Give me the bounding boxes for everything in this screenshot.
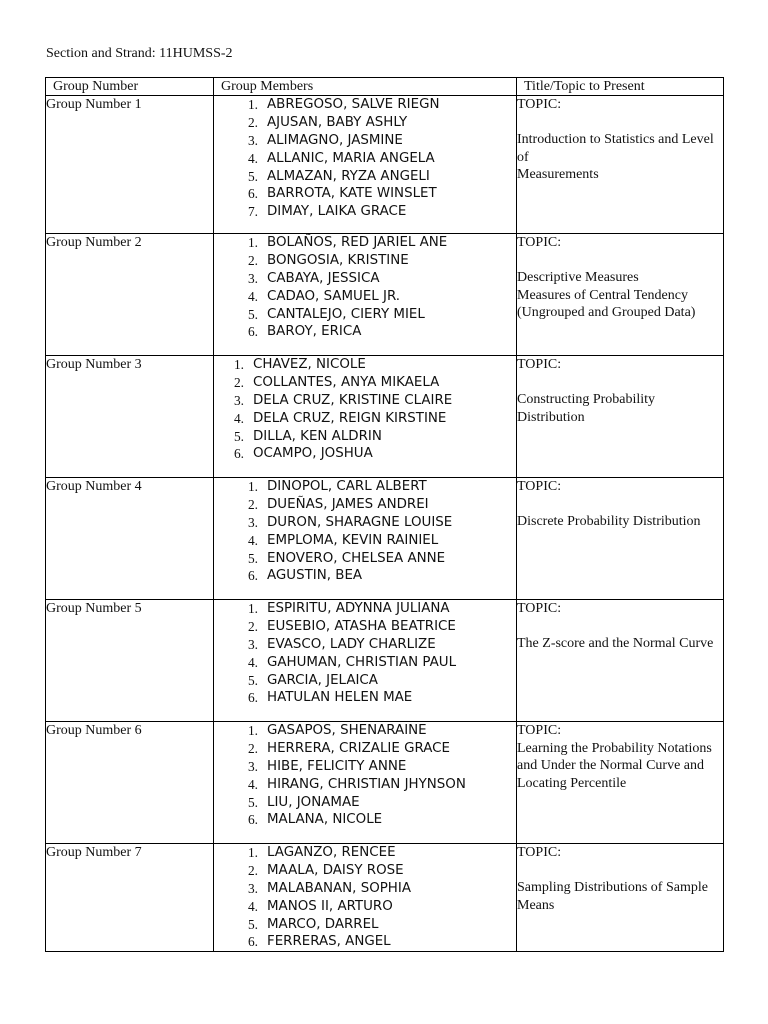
member-number: 4. <box>247 654 258 670</box>
member-name: CHAVEZ, NICOLE <box>253 357 366 372</box>
member-list-item <box>214 776 516 794</box>
member-name: DILLA, KEN ALDRIN <box>253 428 382 444</box>
member-number: 1. <box>247 479 258 494</box>
member-name: ABREGOSO, SALVE RIEGN <box>267 97 440 112</box>
topic-label: TOPIC: <box>517 357 562 372</box>
member-list <box>214 234 516 341</box>
member-number: 5. <box>247 794 258 810</box>
member-name: BAROY, ERICA <box>267 324 362 340</box>
group-members-cell <box>214 844 517 952</box>
member-number: 4. <box>247 288 258 304</box>
member-list-item <box>214 600 516 618</box>
topic-title: Sampling Distributions of Sample Means <box>517 880 708 913</box>
member-list-item <box>214 288 516 306</box>
member-number: 5. <box>233 428 244 444</box>
member-number: 3. <box>233 392 244 408</box>
member-name: EUSEBIO, ATASHA BEATRICE <box>267 618 456 634</box>
table-row <box>46 96 724 234</box>
member-number: 2. <box>247 114 258 130</box>
member-list-item <box>214 794 516 812</box>
group-number-cell: Group Number 6 <box>46 722 214 844</box>
member-name: OCAMPO, JOSHUA <box>253 446 373 462</box>
member-number: 6. <box>247 690 258 706</box>
member-number: 2. <box>247 862 258 878</box>
member-name: MALANA, NICOLE <box>267 812 383 828</box>
member-number: 1. <box>247 97 258 112</box>
member-name: CABAYA, JESSICA <box>267 270 380 286</box>
member-number: 1. <box>233 357 244 372</box>
group-number-cell: Group Number 7 <box>46 844 214 952</box>
topic-title: Constructing Probability Distribution <box>517 392 656 425</box>
member-number: 3. <box>247 514 258 530</box>
member-name: HIRANG, CHRISTIAN JHYNSON <box>267 776 466 792</box>
member-number: 1. <box>247 235 258 250</box>
member-list-item <box>214 898 516 916</box>
topic-cell <box>517 96 724 234</box>
topic-cell <box>517 722 724 844</box>
table-body <box>46 96 724 952</box>
member-list-item <box>214 270 516 288</box>
member-number: 3. <box>247 270 258 286</box>
member-name: FERRERAS, ANGEL <box>267 934 391 950</box>
member-number: 2. <box>247 496 258 512</box>
member-name: GARCIA, JELAICA <box>267 672 378 688</box>
header-group-number: Group Number <box>46 78 214 96</box>
member-number: 5. <box>247 916 258 932</box>
member-list-item <box>214 323 516 341</box>
table-row <box>46 234 724 356</box>
table-row <box>46 600 724 722</box>
member-name: ALIMAGNO, JASMINE <box>267 132 403 148</box>
member-number: 4. <box>247 150 258 166</box>
member-list-item <box>214 168 516 186</box>
member-name: DELA CRUZ, KRISTINE CLAIRE <box>253 392 453 408</box>
member-number: 3. <box>247 636 258 652</box>
topic-cell <box>517 356 724 478</box>
member-list <box>214 600 516 707</box>
member-list-item <box>214 654 516 672</box>
member-list-item <box>214 758 516 776</box>
member-name: HATULAN HELEN MAE <box>267 690 413 706</box>
member-number: 3. <box>247 132 258 148</box>
member-name: DUEÑAS, JAMES ANDREI <box>267 496 429 512</box>
member-list-item <box>214 933 516 951</box>
group-number-cell: Group Number 5 <box>46 600 214 722</box>
member-list <box>214 478 516 585</box>
member-name: MARCO, DARREL <box>267 916 379 932</box>
member-name: DURON, SHARAGNE LOUISE <box>267 514 453 530</box>
member-name: HERRERA, CRIZALIE GRACE <box>267 740 450 756</box>
member-number: 2. <box>247 252 258 268</box>
member-list-item <box>214 203 516 221</box>
member-list-item <box>214 132 516 150</box>
member-name: GAHUMAN, CHRISTIAN PAUL <box>267 654 457 670</box>
member-number: 6. <box>247 186 258 202</box>
member-number: 1. <box>247 601 258 616</box>
member-list-item <box>214 496 516 514</box>
member-name: MANOS II, ARTURO <box>267 898 393 914</box>
topic-title: Introduction to Statistics and Level of Measurements <box>517 132 714 183</box>
member-number: 4. <box>247 898 258 914</box>
group-number-cell: Group Number 3 <box>46 356 214 478</box>
group-members-cell <box>214 234 517 356</box>
table-row <box>46 844 724 952</box>
member-list-item <box>214 306 516 324</box>
group-members-cell <box>214 600 517 722</box>
member-name: AJUSAN, BABY ASHLY <box>267 114 408 130</box>
topic-title: Learning the Probability Notations and Under the Normal Curve and Locating Percentile <box>517 740 712 791</box>
member-number: 6. <box>247 934 258 950</box>
member-number: 4. <box>233 410 244 426</box>
table-row <box>46 722 724 844</box>
topic-cell <box>517 478 724 600</box>
member-list-item <box>214 428 516 446</box>
member-list-item <box>214 567 516 585</box>
member-number: 2. <box>233 374 244 390</box>
member-list-item <box>214 410 516 428</box>
member-number: 6. <box>233 446 244 462</box>
member-list-item <box>214 234 516 252</box>
member-name: MAALA, DAISY ROSE <box>267 862 404 878</box>
member-name: DELA CRUZ, REIGN KIRSTINE <box>253 410 447 426</box>
member-list-item <box>214 880 516 898</box>
member-list-item <box>214 514 516 532</box>
member-number: 6. <box>247 568 258 584</box>
member-number: 1. <box>247 845 258 860</box>
group-members-cell <box>214 96 517 234</box>
member-name: EMPLOMA, KEVIN RAINIEL <box>267 532 439 548</box>
group-number-cell: Group Number 2 <box>46 234 214 356</box>
topic-cell <box>517 234 724 356</box>
member-list-item <box>214 672 516 690</box>
member-name: MALABANAN, SOPHIA <box>267 880 411 896</box>
member-number: 3. <box>247 758 258 774</box>
member-number: 6. <box>247 812 258 828</box>
member-list-item <box>214 445 516 463</box>
member-list-item <box>214 550 516 568</box>
group-assignment-table <box>45 77 724 952</box>
topic-label: TOPIC: <box>517 479 562 494</box>
section-strand-label: Section and Strand: 11HUMSS-2 <box>46 46 233 61</box>
member-name: BARROTA, KATE WINSLET <box>267 186 437 202</box>
member-list-item <box>214 252 516 270</box>
member-name: EVASCO, LADY CHARLIZE <box>267 636 436 652</box>
topic-title: Descriptive Measures Measures of Central Tendency (Ungrouped and Grouped Data) <box>517 270 696 321</box>
topic-label: TOPIC: <box>517 723 562 738</box>
member-list <box>214 722 516 829</box>
member-list-item <box>214 532 516 550</box>
member-name: BONGOSIA, KRISTINE <box>267 252 409 268</box>
topic-label: TOPIC: <box>517 97 562 112</box>
member-list-item <box>214 740 516 758</box>
member-name: ALLANIC, MARIA ANGELA <box>267 150 435 166</box>
table-header-row <box>46 78 724 96</box>
member-name: CADAO, SAMUEL JR. <box>267 288 401 304</box>
member-number: 5. <box>247 550 258 566</box>
group-number-cell: Group Number 1 <box>46 96 214 234</box>
table-row <box>46 478 724 600</box>
member-list <box>214 96 516 221</box>
member-list <box>214 356 516 463</box>
topic-cell <box>517 600 724 722</box>
topic-label: TOPIC: <box>517 235 562 250</box>
member-list-item <box>214 96 516 114</box>
member-list-item <box>214 185 516 203</box>
member-list-item <box>214 478 516 496</box>
member-list <box>214 844 516 951</box>
table-row <box>46 356 724 478</box>
member-number: 4. <box>247 532 258 548</box>
member-list-item <box>214 356 516 374</box>
member-number: 1. <box>247 723 258 738</box>
member-number: 5. <box>247 672 258 688</box>
member-list-item <box>214 916 516 934</box>
member-name: COLLANTES, ANYA MIKAELA <box>253 374 440 390</box>
member-list-item <box>214 150 516 168</box>
member-list-item <box>214 811 516 829</box>
member-name: CANTALEJO, CIERY MIEL <box>267 306 425 322</box>
topic-label: TOPIC: <box>517 601 562 616</box>
header-group-members: Group Members <box>214 78 517 96</box>
member-number: 6. <box>247 324 258 340</box>
member-name: DINOPOL, CARL ALBERT <box>267 479 427 494</box>
member-number: 2. <box>247 740 258 756</box>
member-list-item <box>214 374 516 392</box>
member-name: DIMAY, LAIKA GRACE <box>267 204 407 220</box>
member-number: 5. <box>247 168 258 184</box>
header-topic: Title/Topic to Present <box>517 78 724 96</box>
topic-title: The Z-score and the Normal Curve <box>517 636 714 652</box>
member-number: 4. <box>247 776 258 792</box>
member-list-item <box>214 862 516 880</box>
member-list-item <box>214 392 516 410</box>
topic-cell <box>517 844 724 952</box>
member-name: ESPIRITU, ADYNNA JULIANA <box>267 601 450 616</box>
member-list-item <box>214 618 516 636</box>
group-members-cell <box>214 478 517 600</box>
member-list-item <box>214 689 516 707</box>
member-number: 7. <box>247 204 258 220</box>
member-name: ALMAZAN, RYZA ANGELI <box>267 168 430 184</box>
topic-label: TOPIC: <box>517 845 562 860</box>
member-list-item <box>214 722 516 740</box>
group-number-cell: Group Number 4 <box>46 478 214 600</box>
group-members-cell <box>214 722 517 844</box>
member-name: GASAPOS, SHENARAINE <box>267 723 427 738</box>
member-number: 5. <box>247 306 258 322</box>
member-number: 3. <box>247 880 258 896</box>
member-name: ENOVERO, CHELSEA ANNE <box>267 550 446 566</box>
topic-title: Discrete Probability Distribution <box>517 514 701 530</box>
member-name: HIBE, FELICITY ANNE <box>267 758 407 774</box>
member-list-item <box>214 114 516 132</box>
member-name: BOLAÑOS, RED JARIEL ANE <box>267 235 448 250</box>
member-name: LAGANZO, RENCEE <box>267 845 396 860</box>
group-members-cell <box>214 356 517 478</box>
member-number: 2. <box>247 618 258 634</box>
member-name: LIU, JONAMAE <box>267 794 360 810</box>
member-list-item <box>214 844 516 862</box>
member-name: AGUSTIN, BEA <box>267 568 363 584</box>
member-list-item <box>214 636 516 654</box>
